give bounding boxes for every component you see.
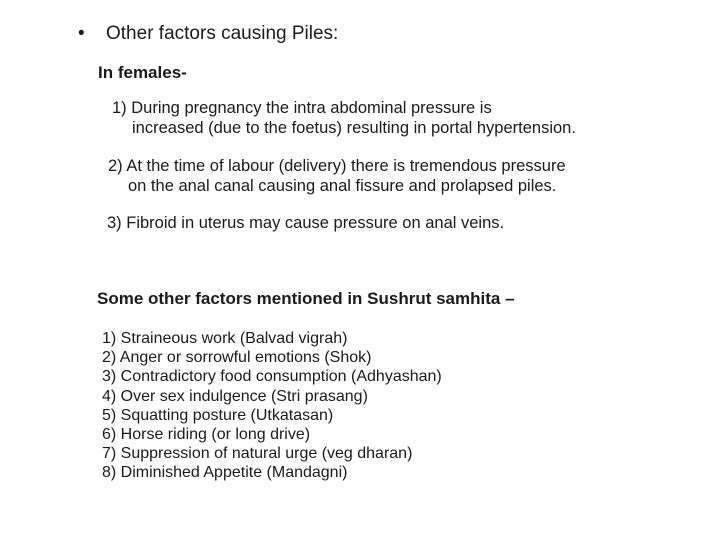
female-point-1 <box>112 98 576 138</box>
female-point-2-line-1: 2) At the time of labour (delivery) there is tremendous pressure <box>108 157 566 175</box>
female-point-3 <box>107 213 504 233</box>
list-item: 8) Diminished Appetite (Mandagni) <box>102 464 348 482</box>
sushrut-factor-list <box>102 329 442 483</box>
list-item: 1) Straineous work (Balvad vigrah) <box>102 330 348 347</box>
list-item: 3) Contradictory food consumption (Adhyashan) <box>102 368 442 386</box>
females-heading: In females- <box>98 63 187 82</box>
female-point-3-line-1: 3) Fibroid in uterus may cause pressure on anal veins. <box>107 214 505 232</box>
bullet-marker: • <box>78 23 85 44</box>
list-item: 6) Horse riding (or long drive) <box>102 426 311 444</box>
female-point-1-line-1: 1) During pregnancy the intra abdominal pressure is <box>112 99 492 117</box>
list-item: 2) Anger or sorrowful emotions (Shok) <box>102 349 372 367</box>
list-item: 7) Suppression of natural urge (veg dharan) <box>102 445 413 463</box>
female-point-1-line-2: increased (due to the foetus) resulting in portal hypertension. <box>132 119 576 137</box>
bullet-heading-text: Other factors causing Piles: <box>106 23 339 44</box>
bullet-heading <box>78 22 338 46</box>
sushrut-heading: Some other factors mentioned in Sushrut samhita – <box>97 289 515 308</box>
female-point-2-line-2: on the anal canal causing anal fissure and prolapsed piles. <box>128 177 557 195</box>
list-item: 4) Over sex indulgence (Stri prasang) <box>102 387 368 405</box>
female-point-2 <box>108 156 566 196</box>
list-item: 5) Squatting posture (Utkatasan) <box>102 406 334 424</box>
